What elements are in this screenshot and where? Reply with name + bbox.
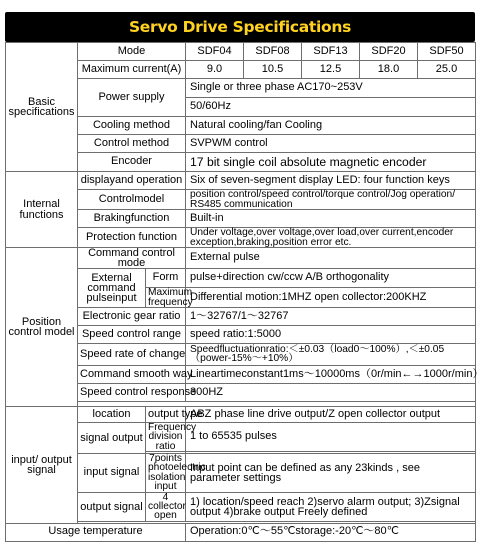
smooth-way-value: Lineartimeconstant1ms～10000ms（0r/min←→1000r/min） (186, 365, 476, 383)
mode-label: Mode (78, 43, 186, 61)
speed-response-value: 300HZ (186, 383, 476, 401)
page-title: Servo Drive Specifications (128, 18, 352, 36)
max-current-label: Maximum current(A) (78, 61, 186, 79)
current-cell: 12.5 (302, 61, 360, 79)
current-cell: 10.5 (244, 61, 302, 79)
output-type-value: ABZ phase line drive output/Z open collector output (186, 406, 476, 422)
input-signal-value: Input point can be defined as any 23kinds , see parameter settings (186, 454, 476, 493)
gear-ratio-value: 1～32767/1～32767 (186, 307, 476, 325)
protection-label: Protection function (78, 228, 186, 248)
control-model-label: Controlmodel (78, 190, 186, 210)
output-signal-label: output signal (78, 492, 146, 521)
model-cell: SDF50 (418, 43, 476, 61)
encoder-label: Encoder (78, 153, 186, 172)
speed-rate-label: Speed rate of change (78, 343, 186, 365)
current-cell: 25.0 (418, 61, 476, 79)
usage-temperature-label: Usage temperature (6, 523, 186, 541)
spec-table (5, 42, 483, 542)
braking-label: Brakingfunction (78, 210, 186, 228)
speed-response-label: Speed control response (78, 383, 186, 401)
form-value: pulse+direction cw/ccw A/B orthogonality (186, 269, 476, 288)
group-basic: Basic specifications (6, 43, 78, 172)
current-cell: 9.0 (186, 61, 244, 79)
control-method-value: SVPWM control (186, 135, 476, 153)
signal-output-label: signal output (78, 422, 146, 453)
control-model-value: position control/speed control/torque control/Jog operation/ RS485 communication (186, 190, 476, 210)
cooling-value: Natural cooling/fan Cooling (186, 117, 476, 135)
location-label: location (78, 406, 146, 422)
speed-range-value: speed ratio:1:5000 (186, 325, 476, 343)
command-mode-value: External pulse (186, 248, 476, 269)
power-label: Power supply (78, 79, 186, 117)
model-cell: SDF13 (302, 43, 360, 61)
output-signal-value: 1) location/speed reach 2)servo alarm output; 3)Zsignal output 4)brake output Freely defined (186, 492, 476, 521)
table-row (6, 43, 476, 61)
display-label: displayand operation (78, 172, 186, 190)
output-type-label: output type (146, 406, 186, 422)
model-cell: SDF20 (360, 43, 418, 61)
control-method-label: Control method (78, 135, 186, 153)
model-cell: SDF08 (244, 43, 302, 61)
table-row (6, 523, 476, 541)
gear-ratio-label: Electronic gear ratio (78, 307, 186, 325)
braking-value: Built-in (186, 210, 476, 228)
table-row (6, 406, 476, 422)
cooling-label: Cooling method (78, 117, 186, 135)
table-row (6, 172, 476, 190)
protection-value: Under voltage,over voltage,over load,over current,encoder exception,braking,position error etc. (186, 228, 476, 248)
smooth-way-label: Command smooth way (78, 365, 186, 383)
speed-range-label: Speed control range (78, 325, 186, 343)
command-mode-label: Command control mode (78, 248, 186, 269)
freq-division-value: 1 to 65535 pulses (186, 422, 476, 451)
current-cell: 18.0 (360, 61, 418, 79)
group-position: Position control model (6, 248, 78, 407)
title-banner (5, 12, 475, 42)
display-value: Six of seven-segment display LED: four function keys (186, 172, 476, 190)
encoder-value: 17 bit single coil absolute magnetic encoder (186, 153, 476, 172)
speed-rate-value: Speedfluctuationratio:＜±0.03（load0～100%）,＜±0.05（power-15%～+10%） (186, 343, 476, 365)
power-freq: 50/60Hz (186, 98, 476, 117)
max-frequency-value: Differential motion:1MHZ open collector:200KHZ (186, 288, 476, 308)
group-io: input/ output signal (6, 406, 78, 523)
group-internal: Internal functions (6, 172, 78, 248)
power-value: Single or three phase AC170~253V (186, 79, 476, 98)
input-signal-label: input signal (78, 454, 146, 493)
max-frequency-label: Maximum frequency (146, 288, 186, 308)
usage-temperature-value: Operation:0℃～55℃storage:-20℃～80℃ (186, 523, 476, 541)
photo-isolation-label: 7points photoelectric isolation input (146, 454, 186, 493)
collector-open-label: 4 collector open (146, 492, 186, 521)
table-row (6, 248, 476, 269)
external-command-label: External command pulseinput (78, 269, 146, 308)
form-label: Form (146, 269, 186, 288)
freq-division-label: Frequency division ratio (146, 422, 186, 451)
model-cell: SDF04 (186, 43, 244, 61)
